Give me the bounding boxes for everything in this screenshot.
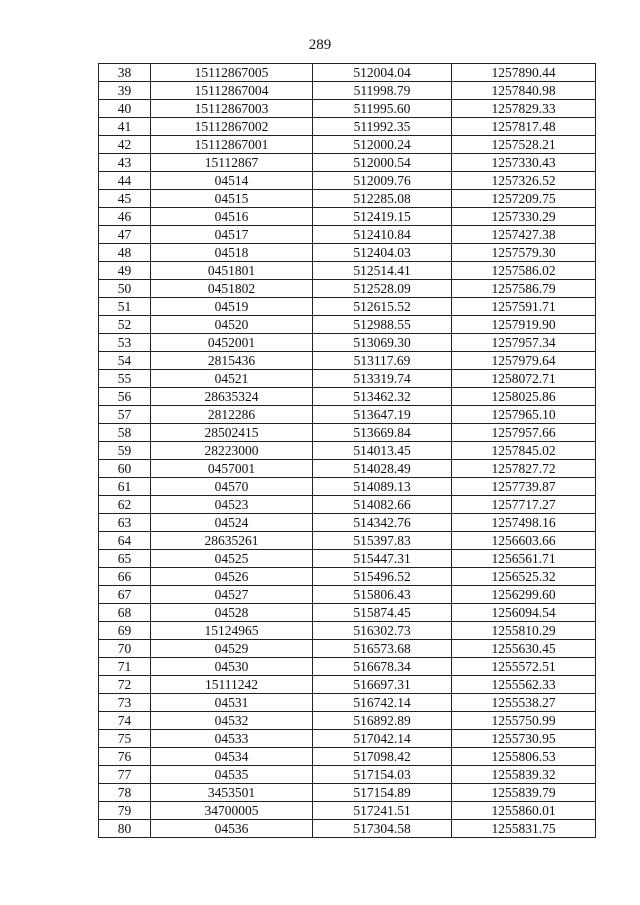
row-number-cell: 38 bbox=[99, 64, 151, 82]
y-coordinate-cell: 1257829.33 bbox=[452, 100, 596, 118]
point-id-cell: 04570 bbox=[151, 478, 313, 496]
x-coordinate-cell: 517042.14 bbox=[313, 730, 452, 748]
x-coordinate-cell: 512528.09 bbox=[313, 280, 452, 298]
x-coordinate-cell: 512419.15 bbox=[313, 208, 452, 226]
row-number-cell: 43 bbox=[99, 154, 151, 172]
point-id-cell: 04536 bbox=[151, 820, 313, 838]
table-row bbox=[99, 334, 596, 352]
y-coordinate-cell: 1257586.02 bbox=[452, 262, 596, 280]
row-number-cell: 53 bbox=[99, 334, 151, 352]
row-number-cell: 50 bbox=[99, 280, 151, 298]
point-id-cell: 04535 bbox=[151, 766, 313, 784]
y-coordinate-cell: 1257717.27 bbox=[452, 496, 596, 514]
y-coordinate-cell: 1257326.52 bbox=[452, 172, 596, 190]
x-coordinate-cell: 512000.54 bbox=[313, 154, 452, 172]
table-row bbox=[99, 316, 596, 334]
x-coordinate-cell: 516742.14 bbox=[313, 694, 452, 712]
x-coordinate-cell: 515397.83 bbox=[313, 532, 452, 550]
x-coordinate-cell: 511992.35 bbox=[313, 118, 452, 136]
row-number-cell: 62 bbox=[99, 496, 151, 514]
point-id-cell: 04528 bbox=[151, 604, 313, 622]
x-coordinate-cell: 512009.76 bbox=[313, 172, 452, 190]
row-number-cell: 70 bbox=[99, 640, 151, 658]
point-id-cell: 04517 bbox=[151, 226, 313, 244]
table-row bbox=[99, 820, 596, 838]
row-number-cell: 59 bbox=[99, 442, 151, 460]
point-id-cell: 04524 bbox=[151, 514, 313, 532]
point-id-cell: 04534 bbox=[151, 748, 313, 766]
point-id-cell: 04516 bbox=[151, 208, 313, 226]
table-row bbox=[99, 82, 596, 100]
y-coordinate-cell: 1255806.53 bbox=[452, 748, 596, 766]
table-row bbox=[99, 532, 596, 550]
row-number-cell: 56 bbox=[99, 388, 151, 406]
row-number-cell: 39 bbox=[99, 82, 151, 100]
y-coordinate-cell: 1255572.51 bbox=[452, 658, 596, 676]
row-number-cell: 65 bbox=[99, 550, 151, 568]
row-number-cell: 47 bbox=[99, 226, 151, 244]
y-coordinate-cell: 1257957.34 bbox=[452, 334, 596, 352]
table-row bbox=[99, 658, 596, 676]
x-coordinate-cell: 514082.66 bbox=[313, 496, 452, 514]
y-coordinate-cell: 1257330.29 bbox=[452, 208, 596, 226]
table-row bbox=[99, 460, 596, 478]
row-number-cell: 69 bbox=[99, 622, 151, 640]
row-number-cell: 57 bbox=[99, 406, 151, 424]
row-number-cell: 46 bbox=[99, 208, 151, 226]
point-id-cell: 0451802 bbox=[151, 280, 313, 298]
row-number-cell: 40 bbox=[99, 100, 151, 118]
table-row bbox=[99, 172, 596, 190]
y-coordinate-cell: 1257890.44 bbox=[452, 64, 596, 82]
point-id-cell: 15112867005 bbox=[151, 64, 313, 82]
point-id-cell: 0451801 bbox=[151, 262, 313, 280]
table-row bbox=[99, 694, 596, 712]
y-coordinate-cell: 1257528.21 bbox=[452, 136, 596, 154]
y-coordinate-cell: 1255839.79 bbox=[452, 784, 596, 802]
table-row bbox=[99, 154, 596, 172]
table-row bbox=[99, 208, 596, 226]
x-coordinate-cell: 517098.42 bbox=[313, 748, 452, 766]
table-row bbox=[99, 136, 596, 154]
y-coordinate-cell: 1257586.79 bbox=[452, 280, 596, 298]
table-row bbox=[99, 244, 596, 262]
x-coordinate-cell: 512285.08 bbox=[313, 190, 452, 208]
y-coordinate-cell: 1256094.54 bbox=[452, 604, 596, 622]
x-coordinate-cell: 516573.68 bbox=[313, 640, 452, 658]
x-coordinate-cell: 512410.84 bbox=[313, 226, 452, 244]
x-coordinate-cell: 515496.52 bbox=[313, 568, 452, 586]
row-number-cell: 77 bbox=[99, 766, 151, 784]
point-id-cell: 04529 bbox=[151, 640, 313, 658]
y-coordinate-cell: 1255831.75 bbox=[452, 820, 596, 838]
y-coordinate-cell: 1257919.90 bbox=[452, 316, 596, 334]
point-id-cell: 15112867003 bbox=[151, 100, 313, 118]
x-coordinate-cell: 516892.89 bbox=[313, 712, 452, 730]
row-number-cell: 76 bbox=[99, 748, 151, 766]
y-coordinate-cell: 1258072.71 bbox=[452, 370, 596, 388]
table-row bbox=[99, 622, 596, 640]
y-coordinate-cell: 1255538.27 bbox=[452, 694, 596, 712]
row-number-cell: 52 bbox=[99, 316, 151, 334]
y-coordinate-cell: 1255630.45 bbox=[452, 640, 596, 658]
table-row bbox=[99, 496, 596, 514]
y-coordinate-cell: 1258025.86 bbox=[452, 388, 596, 406]
table-row bbox=[99, 424, 596, 442]
x-coordinate-cell: 512004.04 bbox=[313, 64, 452, 82]
point-id-cell: 0452001 bbox=[151, 334, 313, 352]
point-id-cell: 04533 bbox=[151, 730, 313, 748]
y-coordinate-cell: 1255730.95 bbox=[452, 730, 596, 748]
y-coordinate-cell: 1256525.32 bbox=[452, 568, 596, 586]
point-id-cell: 28223000 bbox=[151, 442, 313, 460]
row-number-cell: 49 bbox=[99, 262, 151, 280]
row-number-cell: 48 bbox=[99, 244, 151, 262]
point-id-cell: 0457001 bbox=[151, 460, 313, 478]
y-coordinate-cell: 1257845.02 bbox=[452, 442, 596, 460]
page-number: 289 bbox=[308, 37, 332, 53]
coordinates-table bbox=[98, 63, 596, 838]
x-coordinate-cell: 514028.49 bbox=[313, 460, 452, 478]
table-row bbox=[99, 550, 596, 568]
row-number-cell: 58 bbox=[99, 424, 151, 442]
y-coordinate-cell: 1257591.71 bbox=[452, 298, 596, 316]
table-row bbox=[99, 730, 596, 748]
y-coordinate-cell: 1255810.29 bbox=[452, 622, 596, 640]
point-id-cell: 04531 bbox=[151, 694, 313, 712]
row-number-cell: 61 bbox=[99, 478, 151, 496]
table-row bbox=[99, 442, 596, 460]
table-row bbox=[99, 604, 596, 622]
x-coordinate-cell: 516678.34 bbox=[313, 658, 452, 676]
x-coordinate-cell: 513669.84 bbox=[313, 424, 452, 442]
table-row bbox=[99, 100, 596, 118]
table-row bbox=[99, 190, 596, 208]
point-id-cell: 04515 bbox=[151, 190, 313, 208]
table-row bbox=[99, 568, 596, 586]
x-coordinate-cell: 512404.03 bbox=[313, 244, 452, 262]
y-coordinate-cell: 1257209.75 bbox=[452, 190, 596, 208]
row-number-cell: 64 bbox=[99, 532, 151, 550]
y-coordinate-cell: 1257739.87 bbox=[452, 478, 596, 496]
table-row bbox=[99, 118, 596, 136]
x-coordinate-cell: 517241.51 bbox=[313, 802, 452, 820]
x-coordinate-cell: 517154.03 bbox=[313, 766, 452, 784]
x-coordinate-cell: 512514.41 bbox=[313, 262, 452, 280]
point-id-cell: 15111242 bbox=[151, 676, 313, 694]
point-id-cell: 28502415 bbox=[151, 424, 313, 442]
row-number-cell: 68 bbox=[99, 604, 151, 622]
point-id-cell: 15112867002 bbox=[151, 118, 313, 136]
row-number-cell: 63 bbox=[99, 514, 151, 532]
row-number-cell: 73 bbox=[99, 694, 151, 712]
point-id-cell: 15112867004 bbox=[151, 82, 313, 100]
row-number-cell: 79 bbox=[99, 802, 151, 820]
table-row bbox=[99, 280, 596, 298]
row-number-cell: 60 bbox=[99, 460, 151, 478]
point-id-cell: 04523 bbox=[151, 496, 313, 514]
y-coordinate-cell: 1257965.10 bbox=[452, 406, 596, 424]
y-coordinate-cell: 1257498.16 bbox=[452, 514, 596, 532]
table-row bbox=[99, 406, 596, 424]
table-row bbox=[99, 478, 596, 496]
point-id-cell: 04530 bbox=[151, 658, 313, 676]
table-row bbox=[99, 64, 596, 82]
y-coordinate-cell: 1256603.66 bbox=[452, 532, 596, 550]
x-coordinate-cell: 517154.89 bbox=[313, 784, 452, 802]
x-coordinate-cell: 515874.45 bbox=[313, 604, 452, 622]
y-coordinate-cell: 1257979.64 bbox=[452, 352, 596, 370]
row-number-cell: 41 bbox=[99, 118, 151, 136]
table-row bbox=[99, 352, 596, 370]
point-id-cell: 04518 bbox=[151, 244, 313, 262]
point-id-cell: 15112867001 bbox=[151, 136, 313, 154]
y-coordinate-cell: 1257427.38 bbox=[452, 226, 596, 244]
point-id-cell: 04519 bbox=[151, 298, 313, 316]
point-id-cell: 34700005 bbox=[151, 802, 313, 820]
row-number-cell: 75 bbox=[99, 730, 151, 748]
point-id-cell: 2815436 bbox=[151, 352, 313, 370]
row-number-cell: 67 bbox=[99, 586, 151, 604]
table-row bbox=[99, 676, 596, 694]
table-row bbox=[99, 748, 596, 766]
point-id-cell: 15124965 bbox=[151, 622, 313, 640]
table-row bbox=[99, 640, 596, 658]
table-row bbox=[99, 298, 596, 316]
row-number-cell: 74 bbox=[99, 712, 151, 730]
x-coordinate-cell: 513319.74 bbox=[313, 370, 452, 388]
row-number-cell: 80 bbox=[99, 820, 151, 838]
x-coordinate-cell: 513117.69 bbox=[313, 352, 452, 370]
point-id-cell: 28635324 bbox=[151, 388, 313, 406]
row-number-cell: 78 bbox=[99, 784, 151, 802]
row-number-cell: 42 bbox=[99, 136, 151, 154]
x-coordinate-cell: 515447.31 bbox=[313, 550, 452, 568]
point-id-cell: 2812286 bbox=[151, 406, 313, 424]
table-row bbox=[99, 388, 596, 406]
x-coordinate-cell: 517304.58 bbox=[313, 820, 452, 838]
y-coordinate-cell: 1255750.99 bbox=[452, 712, 596, 730]
y-coordinate-cell: 1255839.32 bbox=[452, 766, 596, 784]
x-coordinate-cell: 512615.52 bbox=[313, 298, 452, 316]
row-number-cell: 71 bbox=[99, 658, 151, 676]
x-coordinate-cell: 514342.76 bbox=[313, 514, 452, 532]
table-row bbox=[99, 802, 596, 820]
y-coordinate-cell: 1257330.43 bbox=[452, 154, 596, 172]
x-coordinate-cell: 513069.30 bbox=[313, 334, 452, 352]
row-number-cell: 55 bbox=[99, 370, 151, 388]
table-row bbox=[99, 766, 596, 784]
y-coordinate-cell: 1257840.98 bbox=[452, 82, 596, 100]
x-coordinate-cell: 516697.31 bbox=[313, 676, 452, 694]
point-id-cell: 3453501 bbox=[151, 784, 313, 802]
table-row bbox=[99, 262, 596, 280]
point-id-cell: 28635261 bbox=[151, 532, 313, 550]
table-row bbox=[99, 586, 596, 604]
row-number-cell: 44 bbox=[99, 172, 151, 190]
row-number-cell: 66 bbox=[99, 568, 151, 586]
x-coordinate-cell: 514013.45 bbox=[313, 442, 452, 460]
point-id-cell: 15112867 bbox=[151, 154, 313, 172]
point-id-cell: 04526 bbox=[151, 568, 313, 586]
table-row bbox=[99, 712, 596, 730]
x-coordinate-cell: 515806.43 bbox=[313, 586, 452, 604]
y-coordinate-cell: 1257579.30 bbox=[452, 244, 596, 262]
x-coordinate-cell: 511998.79 bbox=[313, 82, 452, 100]
point-id-cell: 04525 bbox=[151, 550, 313, 568]
row-number-cell: 45 bbox=[99, 190, 151, 208]
x-coordinate-cell: 511995.60 bbox=[313, 100, 452, 118]
y-coordinate-cell: 1256299.60 bbox=[452, 586, 596, 604]
y-coordinate-cell: 1255860.01 bbox=[452, 802, 596, 820]
table-row bbox=[99, 226, 596, 244]
point-id-cell: 04520 bbox=[151, 316, 313, 334]
table-row bbox=[99, 514, 596, 532]
row-number-cell: 72 bbox=[99, 676, 151, 694]
table-row bbox=[99, 784, 596, 802]
y-coordinate-cell: 1257817.48 bbox=[452, 118, 596, 136]
row-number-cell: 51 bbox=[99, 298, 151, 316]
table-row bbox=[99, 370, 596, 388]
point-id-cell: 04532 bbox=[151, 712, 313, 730]
y-coordinate-cell: 1257827.72 bbox=[452, 460, 596, 478]
point-id-cell: 04527 bbox=[151, 586, 313, 604]
x-coordinate-cell: 516302.73 bbox=[313, 622, 452, 640]
x-coordinate-cell: 512000.24 bbox=[313, 136, 452, 154]
coordinates-table-body bbox=[99, 64, 596, 838]
point-id-cell: 04514 bbox=[151, 172, 313, 190]
x-coordinate-cell: 512988.55 bbox=[313, 316, 452, 334]
y-coordinate-cell: 1257957.66 bbox=[452, 424, 596, 442]
point-id-cell: 04521 bbox=[151, 370, 313, 388]
y-coordinate-cell: 1256561.71 bbox=[452, 550, 596, 568]
row-number-cell: 54 bbox=[99, 352, 151, 370]
x-coordinate-cell: 513647.19 bbox=[313, 406, 452, 424]
x-coordinate-cell: 513462.32 bbox=[313, 388, 452, 406]
y-coordinate-cell: 1255562.33 bbox=[452, 676, 596, 694]
x-coordinate-cell: 514089.13 bbox=[313, 478, 452, 496]
